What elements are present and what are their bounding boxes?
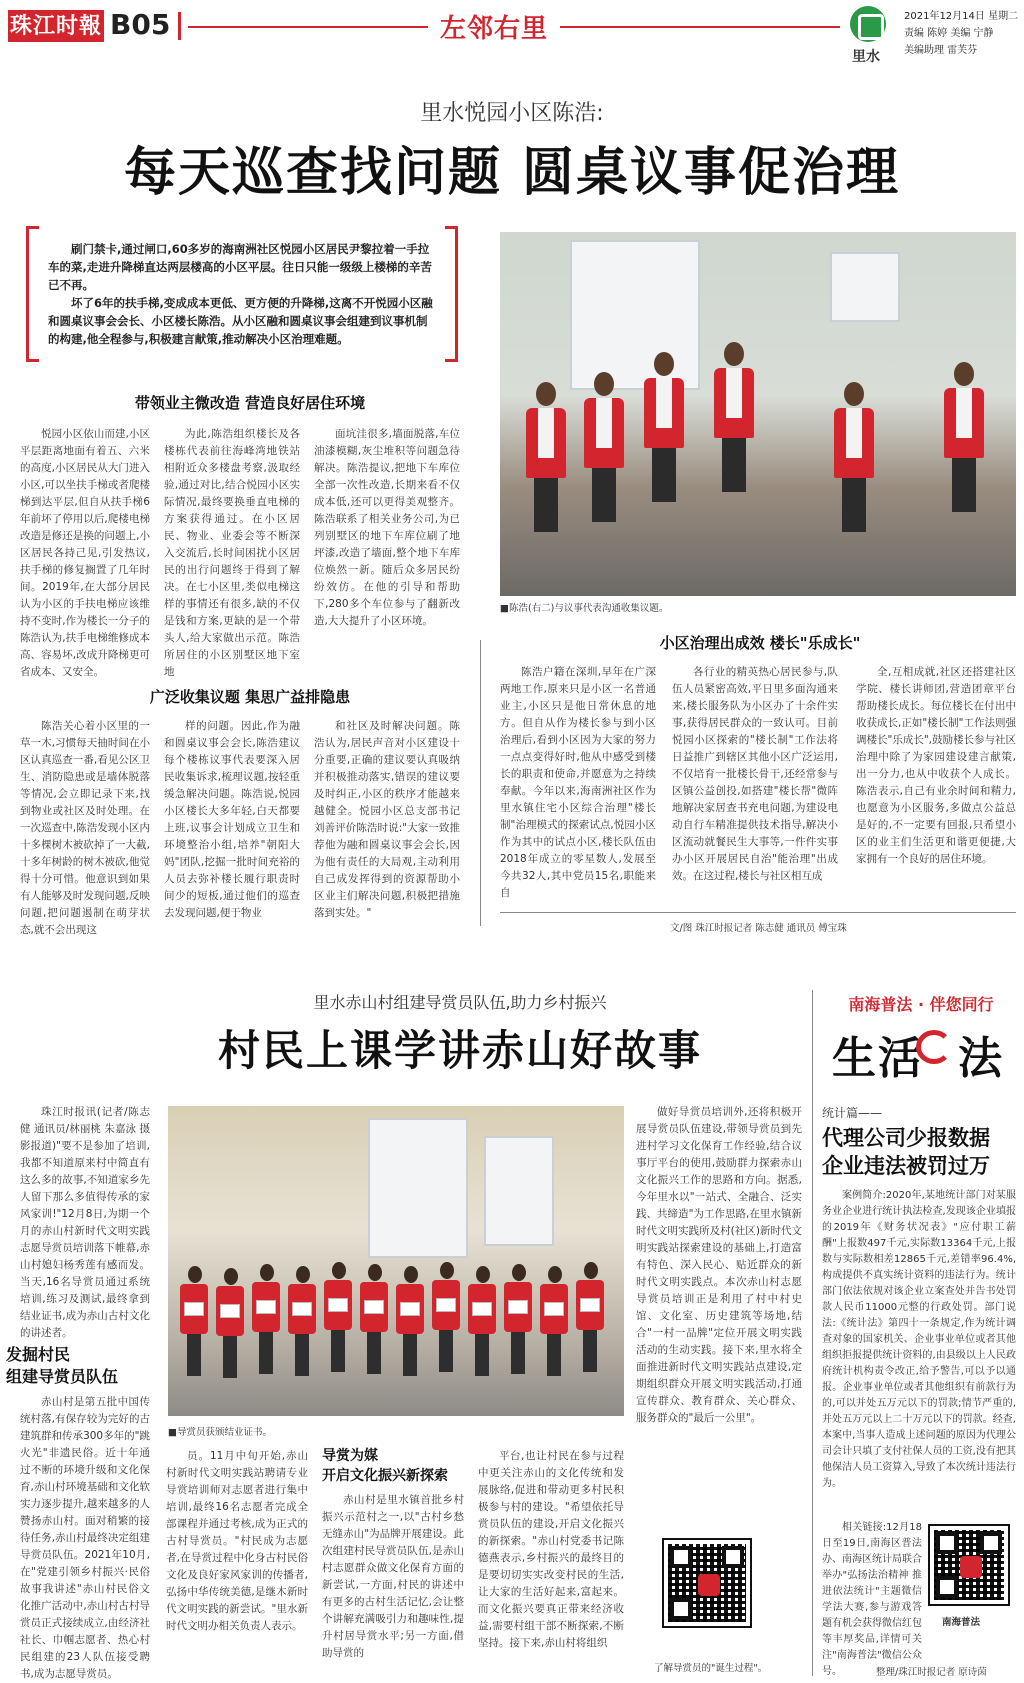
- section-title: 左邻右里: [440, 14, 549, 44]
- person-figure: [580, 372, 626, 522]
- article1-photo-caption: ■陈浩(右二)与议事代表沟通收集议题。: [500, 603, 669, 614]
- person-figure: [574, 1262, 606, 1372]
- column-divider: [480, 640, 481, 926]
- sidebar-related: [822, 1520, 922, 1677]
- article1-column: [856, 664, 1016, 908]
- masthead: 珠江时報: [8, 10, 104, 42]
- body-paragraph: 赤山村是里水镇首批乡村振兴示范村之一,以"古村乡愁 无缝赤山"为品牌开展建设。此次组建村民导赏员队伍,是赤山村志愿群众做文化保育方面的新尝试,一方面,村民的讲述中有更多的古村生活记忆,会让整个讲解充满吸引力和趣味性,提升村居导赏水平;另一方面,借助导赏的: [322, 1494, 464, 1659]
- article1-column: [20, 426, 150, 678]
- display-board: [830, 252, 900, 322]
- sidebar-kicker: 统计篇——: [822, 1106, 883, 1120]
- article2-column: [166, 1448, 308, 1676]
- body-paragraph: 员。11月中旬开始,赤山村新时代文明实践站聘请专业导赏培训师对志愿者进行集中培训,最终16名志愿者完成全部课程并通过考核,成为正式的古村导赏员。"村民成为志愿者,在导赏过程中化身古村民俗文化及良好家风家训的传播者,弘扬中华传统美德,是继木新时代文明实践的新尝试。"里水新时代文明办相关负责人表示。: [166, 1450, 308, 1632]
- lead-paragraph: 坏了6年的扶手梯,变成成本更低、更方便的升降梯,这离不开悦园小区融和圆桌议事会会长、小区楼长陈浩。从小区融和圆桌议事会组建到议事机制的构建,他全程参与,积极建言献策,推动解决小区治理难题。: [48, 296, 433, 346]
- sidebar-divider: [812, 990, 813, 1676]
- article1-subhead-2: 广泛收集议题 集思广益排隐患: [149, 688, 351, 706]
- body-paragraph: 案例简介:2020年,某地统计部门对某服务业企业进行统计执法检查,发现该企业填报的2019年《财务状况表》"应付职工薪酬"上报数497千元,实际数13364千元,上报数与实际数相差12865千元,差错率96.4%,构成提供不真实统计资料的违法行为。统计部门依法依规对该企业立案查处并告书处罚款人民币11000元整的行政处罚。部门说法:《统计法》第四十一条规定,作为统计调查对象的国家机关、企业事业单位或者其他组织拒报提供统计资料的,由县级以上人民政府统计机构责令改正,给予警告,可以予以通报。企业事业单位或者其他组织有前款行为的,可以并处五万元以下的罚款;情节严重的,并处五万元以上二十万元以下的罚款。经查,本案中,当事人造成上述问题的原因为代理公司会计只填了支付社保人员的工资,没有把其他保洁人员工资算入,导致了本次统计违法行为。: [822, 1190, 1016, 1489]
- person-figure: [322, 1262, 354, 1372]
- body-paragraph: 样的问题。因此,作为融和圆桌议事会会长,陈浩建议每个楼栋议事代表要深入居民收集诉求,梳理议题,按轻重缓急解决问题。陈浩说,悦园小区楼长大多年轻,白天都要上班,议事会计划成立卫生和环境整治小组,培养"朝阳大妈"团队,挖掘一批时间充裕的人员去弥补楼长履行职责时间少的短板,通过他们的巡查去发现问题,便于物业: [164, 720, 300, 919]
- person-figure: [538, 1266, 570, 1376]
- person-figure: [430, 1262, 462, 1372]
- article1-column: [314, 426, 460, 656]
- sidebar-qr-label: 南海普法: [942, 1617, 981, 1628]
- article1-column: [500, 664, 656, 908]
- article2-column: [478, 1448, 624, 1676]
- sidebar-body: [822, 1188, 1016, 1516]
- article1-column: [164, 718, 300, 938]
- page-number-bar: [178, 12, 181, 40]
- article2-photo-caption: ■导赏员获颁结业证书。: [168, 1427, 272, 1438]
- person-figure: [640, 352, 686, 502]
- article1-photo: [500, 232, 1016, 596]
- lishui-logo-icon: [850, 6, 886, 42]
- header-rule-right: [560, 26, 840, 28]
- display-board: [368, 1118, 468, 1258]
- sidebar-byline: 整理/珠江时报记者 原诗茵: [876, 1667, 987, 1678]
- sidebar-title: 代理公司少报数据 企业违法被罚过万: [822, 1126, 990, 1178]
- person-figure: [214, 1268, 246, 1378]
- person-figure: [522, 382, 568, 532]
- person-figure: [502, 1264, 534, 1374]
- page-header: [0, 0, 1024, 72]
- edition-meta: [904, 8, 1018, 59]
- body-paragraph: 赤山村是第五批中国传统村落,有保存较为完好的古建筑群和传承300多年的"跳火光"非遗民俗。近十年通过不断的环境升级和文化保育,赤山村环境基础和文化软实力逐步提升,越来越多的人赞扬赤山村。面对稍繁的接待任务,赤山村最终决定组建导赏员队伍。2021年10月,在"党建引领乡村振兴·民俗故事我讲述"赤山村民俗文化推广活动中,赤山村古村导赏员正式接续成立,由经济社社长、巾帼志愿者、热心村民组建的23人队伍接受聘书,成为志愿导赏员。: [20, 1396, 150, 1680]
- nanhai-badge-icon: [698, 1574, 720, 1596]
- body-paragraph: 陈浩户籍在深圳,早年在广深两地工作,原来只是小区一名普通业主,小区只是他日常休息的地方。但自从作为楼长参与到小区治理后,看到小区因为大家的努力一点点变得好时,他从中感受到楼长的职责和使命,并愿意为之持续奉献。今年以来,海南洲社区作为里水镇住宅小区综合治理"楼长制"治理模式的探索试点,悦园小区作为其中的试点小区,楼长队伍由2018年成立的零星数人,发展至今共32人,其中党员15名,职能来自: [500, 666, 656, 899]
- article1-byline: 文/图 珠江时报记者 陈志健 通讯员 傅宝珠: [670, 923, 847, 934]
- person-figure: [250, 1264, 282, 1374]
- logo-text: 里水: [852, 49, 880, 65]
- body-paragraph: 全,互相成就,社区还搭建社区学院、楼长讲师团,营造团章平台帮助楼长成长。每位楼长在付出中收获成长,正如"楼长制"工作法则强调楼长"乐成长",鼓励楼长参与社区治理中除了为家园建设建言献策,出一分力,也从中收获个人成长。陈浩表示,自己有业余时间和精力,也愿意为小区服务,多做点公益总是好的,不一定要有回报,只希望小区的业主们生活更和谐更便捷,大家拥有一个良好的居住环境。: [856, 666, 1016, 865]
- person-figure: [286, 1266, 318, 1376]
- article1-kicker: 里水悦园小区陈浩:: [420, 101, 604, 126]
- article2-qr-code[interactable]: [664, 1540, 750, 1626]
- person-figure: [710, 342, 756, 492]
- qr-caption: 了解导赏员的"诞生过程"。: [654, 1663, 768, 1674]
- nanhai-badge-icon: [960, 1556, 982, 1578]
- body-paragraph: 各行业的精英热心居民参与,队伍人员紧密高效,平日里多面沟通来来,楼长服务队为小区办了十余件实事,获得居民群众的一致认可。目前悦园小区探索的"楼长制"工作法将日益推广到辖区其他小区广泛运用,不仅培育一批楼长骨干,还经常参与区镇公益创投,如搭建"楼长帮"微阵地解决家居查书充电问题,为建设电动自行车精准提供技术指导,解决小区流动就餐民生大事等,一件件实事办小区开展居民自治"能治理"出成效。在这过程,楼长与社区相互成: [672, 666, 838, 882]
- sidebar-banner: 南海普法 · 伴您同行: [848, 995, 994, 1014]
- person-figure: [178, 1266, 210, 1376]
- article2-kicker: 里水赤山村组建导赏员队伍,助力乡村振兴: [313, 993, 607, 1012]
- article2-mid-subhead: 导赏为媒 开启文化振兴新探索: [322, 1448, 448, 1484]
- body-paragraph: 陈浩关心着小区里的一草一木,习惯每天抽时间在小区认真巡查一番,看见公区卫生、消防隐患或是墙体脱落等情况,会立即记录下来,找到物业或社区及时处理。在一次巡查中,陈浩发现小区内十多棵树木被砍掉了一大截,十多年树龄的树木被砍,他觉得十分可惜。他意识到如果有人能够及时发现问题,反映问题,把问题遏制在萌芽状态,就不会出现这: [20, 720, 150, 936]
- body-paragraph: 和社区及时解决问题。陈浩认为,居民声音对小区建设十分重要,正确的建议要认真吸纳并积极推动落实,错误的建议要及时纠正,小区的秩序才能越来越健全。悦园小区总支部书记刘善评价陈浩时说:"大家一致推荐他为融和圆桌议事会会长,因为他有责任的大局观,主动利用自己成发挥得到的资源帮助小区业主们解决问题,积极把措施落到实处。": [314, 720, 460, 919]
- issue-date: 2021年12月14日 星期二: [904, 11, 1019, 22]
- article1-column: [314, 718, 460, 938]
- person-figure: [358, 1264, 390, 1374]
- logo-left-text: 生活: [832, 1033, 924, 1084]
- arrow-icon: [916, 1030, 952, 1064]
- article1-subhead-1: 带领业主微改造 营造良好居住环境: [134, 394, 366, 412]
- article2-title: 村民上课学讲赤山好故事: [217, 1026, 702, 1075]
- body-paragraph: 为此,陈浩组织楼长及各楼栋代表前往海峰湾地铁站相附近众多楼盘考察,汲取经验,通过对比,结合悦园小区实际情况,最终要换垂直电梯的方案获得通过。在小区居民、物业、业委会等不断深入交流后,长时间困扰小区居民的出行问题终于得到了解决。在七小区里,类似电梯这样的事情还有很多,缺的不仅是钱和方案,更缺的是一个带头人,给大家做出示范。陈浩所居住的小区别墅区地下室地: [164, 428, 300, 678]
- display-board: [484, 1136, 554, 1246]
- person-figure: [940, 362, 986, 512]
- person-figure: [830, 382, 876, 532]
- body-paragraph: 珠江时报讯(记者/陈志健 通讯员/林丽桃 朱嘉泳 摄影报道)"要不是参加了培训,我都不知道原来村中简直有这么多的故事,不知道家乡先人留下那么多值得传承的家风家训!"12月8日,为期一个月的赤山村新时代文明实践志愿导赏员培训落下帷幕,赤山村媳妇杨秀莲有感而发。当天,16名导赏员通过系统培训,练习及测试,最终拿到结业证书,成为赤山古村文化的讲述者。: [20, 1106, 150, 1339]
- header-rule-left: [188, 26, 428, 28]
- article2-photo: [168, 1106, 624, 1416]
- article2-column: [322, 1492, 464, 1676]
- person-figure: [466, 1266, 498, 1376]
- related-link: 相关链接:12月18日至19日,南海区普法办、南海区统计局联合举办"弘扬法治精神 推进依法统计"主题微信学法大赛,参与游戏答题有机会获得微信红包等丰厚奖品,详情可关注"南海普法"微信公众号。: [822, 1522, 922, 1677]
- article2-column: [20, 1394, 150, 1680]
- body-paragraph: 平台,也让村民在参与过程中更关注赤山的文化传统和发展脉络,促进和带动更多村民积极参与村的建设。"希望依托导赏员队伍的建设,开启文化振兴的新探索。"赤山村党委书记陈德燕表示,乡村振兴的最终目的是要切切实实改变村民的生活,让大家的生活好起来,富起来。而文化振兴要真正带来经济收益,需要村组干部不断探索,不断坚持。接下来,赤山村将组织: [478, 1450, 624, 1649]
- body-paragraph: 悦园小区依山而建,小区平层距离地面有着五、六米的高度,小区居民从大门进入小区,可以坐扶手梯或者爬楼梯到达平层,但自从扶手梯6年前坏了停用以后,爬楼电梯改造是修还是换的问题上,小区居民各持己见,引发热议,扶手梯的修复搁置了几年时间。2019年,在大部分居民认为小区的手扶电梯应该维持不变时,作为楼长一分子的陈浩认为,扶手电梯维修成本高、容易坏,改成升降梯更可省成本、又安全。: [20, 428, 150, 678]
- life-law-logo: [826, 1020, 1016, 1084]
- article1-column: [20, 718, 150, 938]
- logo-right-text: 法: [958, 1033, 1004, 1084]
- assistant-editor: 美编助理 雷芙芬: [904, 45, 978, 56]
- sidebar-qr-code[interactable]: [930, 1526, 1008, 1604]
- article2-side-subhead: 发掘村民 组建导赏员队伍: [6, 1345, 119, 1386]
- page-number: B05: [110, 8, 171, 41]
- article1-column: [672, 664, 838, 908]
- body-paragraph: 做好导赏员培训外,还将积极开展导赏员队伍建设,带领导赏员到先进村学习文化保育工作经验,结合议事厅平台的使用,鼓励群力探索赤山文化振兴工作的思路和方向。据悉,今年里水以"一站式、全融合、泛实践、共缔造"为工作思路,在里水镇新时代文明实践所及村(社区)新时代文明实践站探索建设的基础上,打造富有特色、深入民心、贴近群众的新时代文明实践点。本次赤山村志愿导赏员培训正是利用了村中村史馆、文化室、历史建筑等场地,结合"一村一品牌"定位开展文明实践活动的生动实践。接下来,里水将全面推进新时代文明实践站点建设,定期组织群众开展文明实践活动,打通宣传群众、教育群众、关心群众、服务群众的"最后一公里"。: [636, 1106, 802, 1424]
- lead-paragraph: 刷门禁卡,通过闸口,60多岁的海南洲社区悦园小区居民尹黎拉着一手拉车的菜,走进升降梯直达两层楼高的小区平层。往日只能一级级上楼梯的辛苦已不再。: [48, 242, 432, 292]
- article1-lead: [26, 226, 458, 362]
- editors: 责编 陈婷 美编 宁静: [904, 28, 994, 39]
- byline-rule: [500, 912, 1016, 913]
- person-figure: [394, 1266, 426, 1376]
- article2-column: [636, 1104, 802, 1504]
- article2-intro-column: [20, 1104, 150, 1339]
- article1-column: [164, 426, 300, 678]
- article1-title: 每天巡查找问题 圆桌议事促治理: [123, 142, 901, 203]
- body-paragraph: 面坑洼很多,墙面脱落,车位油漆模糊,灰尘堆积等问题急待解决。陈浩提议,把地下车库位全部一次性改造,长期来看不仅成本低,还可以更得美观整齐。陈浩联系了相关业务公司,为已列别墅区的地下车库位刷了地坪漆,改造了墙面,整个地下车库位焕然一新。随后众多居民纷纷效仿。在他的引导和帮助下,280多个车位参与了翻新改造,大大提升了小区环境。: [314, 428, 460, 627]
- article1-subhead-3: 小区治理出成效 楼长"乐成长": [659, 634, 861, 652]
